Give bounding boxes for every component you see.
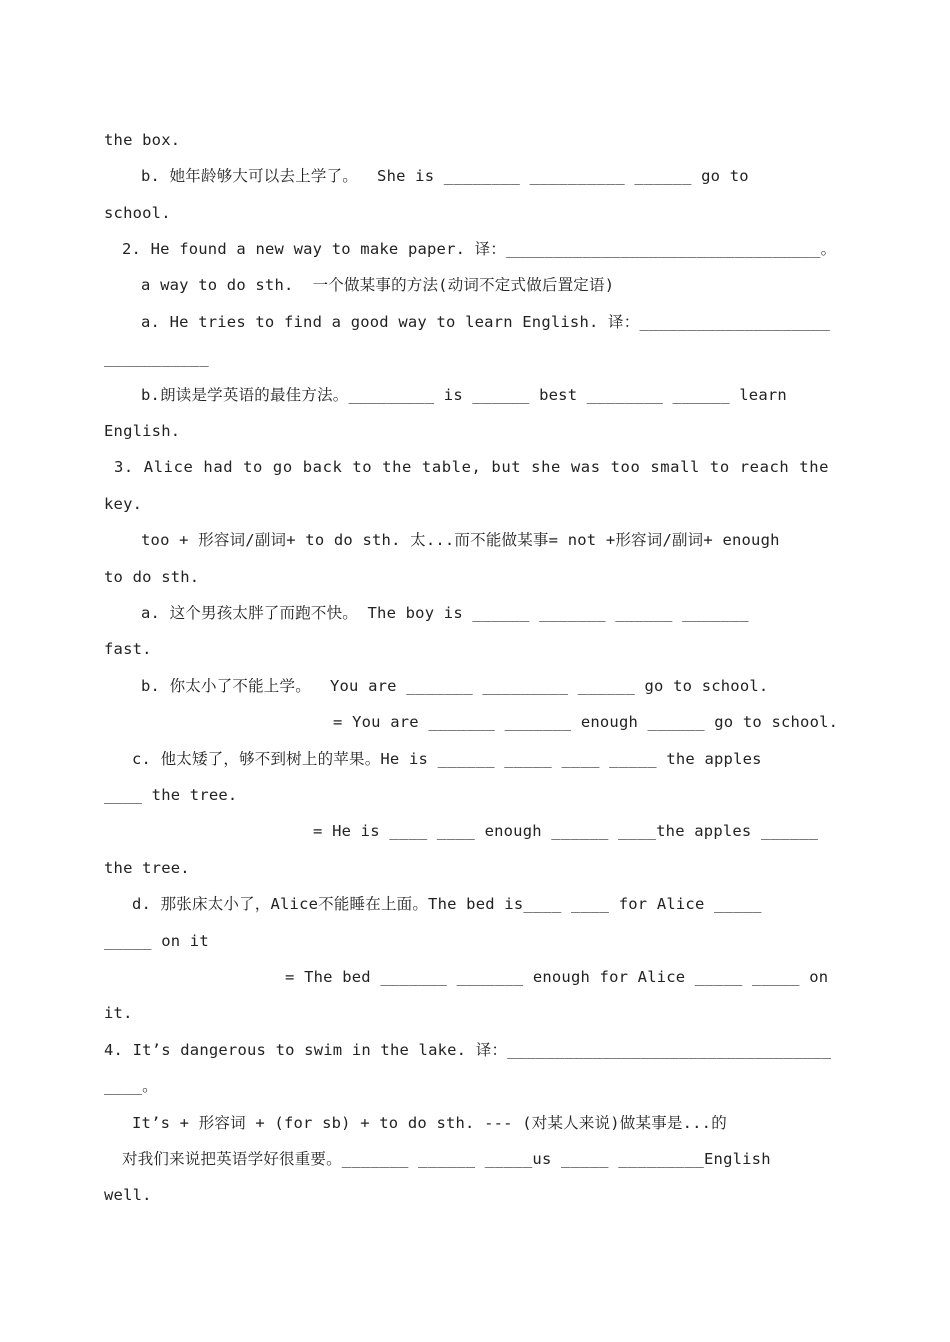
text-line-20: = He is ____ ____ enough ______ ____the apples ______ [313,822,819,840]
text-line-25: it. [104,1004,133,1022]
text-line-7: ___________ [104,349,209,367]
text-line-24: = The bed _______ _______ enough for Alice _____ _____ on [285,968,829,986]
text-line-11: key. [104,495,143,513]
text-line-10: 3. Alice had to go back to the table, but she was too small to reach the [114,458,830,476]
text-line-22: d. 那张床太小了，Alice不能睡在上面。The bed is____ ____ for Alice _____ [132,895,762,913]
text-line-19: ____ the tree. [104,786,238,804]
text-line-1: the box. [104,131,181,149]
text-line-9: English. [104,422,181,440]
text-line-12: too + 形容词/副词+ to do sth. 太...而不能做某事= not +形容词/副词+ enough [141,531,780,549]
text-line-5: a way to do sth. 一个做某事的方法(动词不定式做后置定语) [141,276,615,294]
text-line-21: the tree. [104,859,190,877]
text-line-2: b. 她年龄够大可以去上学了。 She is ________ __________ ______ go to [141,167,749,185]
text-line-15: fast. [104,640,152,658]
text-line-18: c. 他太矮了，够不到树上的苹果。He is ______ _____ ____ _____ the apples [132,750,762,768]
text-line-30: well. [104,1186,152,1204]
text-line-16: b. 你太小了不能上学。 You are _______ _________ ______ go to school. [141,677,769,695]
text-line-17: = You are _______ _______ enough ______ go to school. [333,713,839,731]
text-line-4: 2. He found a new way to make paper. 译：_________________________________。 [122,240,837,258]
text-line-27: ____。 [104,1077,158,1095]
text-line-23: _____ on it [104,932,209,950]
text-line-3: school. [104,204,171,222]
text-line-29: 对我们来说把英语学好很重要。_______ ______ _____us _____ _________English [122,1150,771,1168]
text-line-8: b.朗读是学英语的最佳方法。_________ is ______ best ________ ______ learn [141,386,787,404]
text-line-14: a. 这个男孩太胖了而跑不快。 The boy is ______ _______ ______ _______ [141,604,749,622]
text-line-28: It’s + 形容词 + (for sb) + to do sth. --- (对某人来说)做某事是...的 [132,1114,727,1132]
text-line-13: to do sth. [104,568,200,586]
text-line-6: a. He tries to find a good way to learn English. 译：____________________ [141,313,831,331]
text-line-26: 4. It’s dangerous to swim in the lake. 译：__________________________________ [104,1041,832,1059]
